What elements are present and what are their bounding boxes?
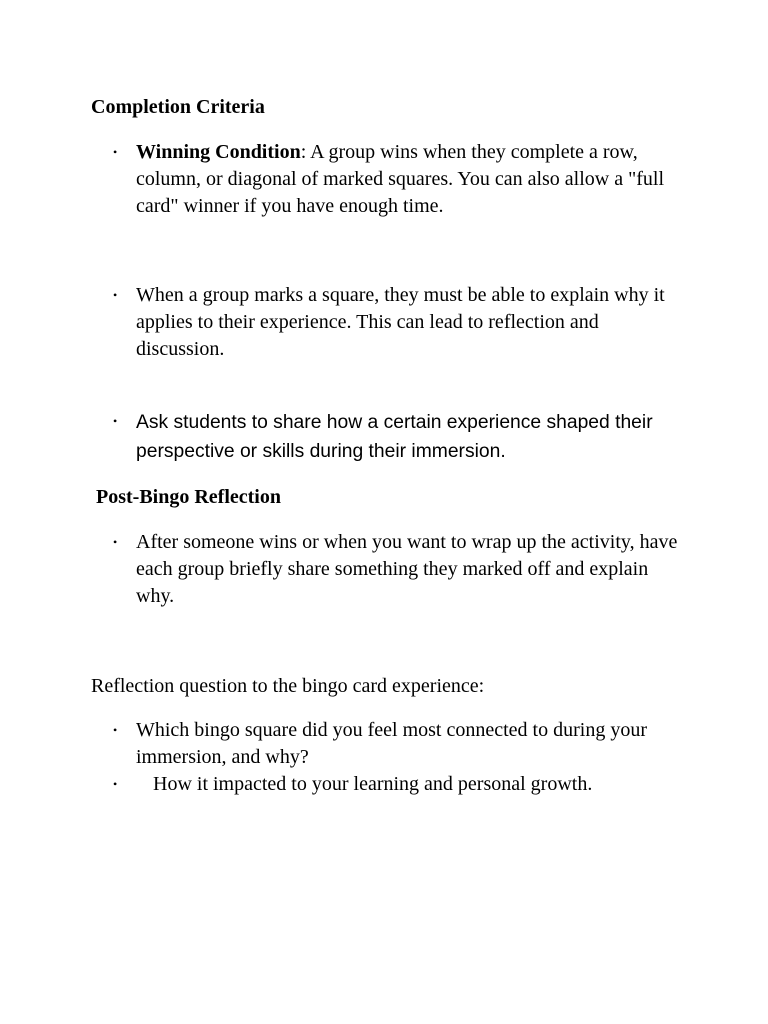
bullet-icon: • <box>113 723 118 737</box>
bingo-square-question-text: Which bingo square did you feel most connected to during your immersion, and why? <box>136 719 647 768</box>
completion-criteria-heading: Completion Criteria <box>91 96 265 118</box>
bullet-icon: • <box>113 777 118 791</box>
winning-condition-label: Winning Condition <box>136 141 301 163</box>
impact-growth-text: How it impacted to your learning and personal growth. <box>153 773 593 795</box>
bullet-icon: • <box>113 535 118 549</box>
share-experience-text: Ask students to share how a certain experience shaped their perspective or skills during their immersion. <box>136 412 653 462</box>
wrap-up-share-text: After someone wins or when you want to wrap up the activity, have each group briefly share something they marked off and explain why. <box>136 531 678 607</box>
winning-condition-description: : A group wins when they complete a row, column, or diagonal of marked squares. You can also allow a "full card" winner if you have enough time. <box>136 141 665 217</box>
bullet-icon: • <box>113 145 118 159</box>
mark-square-explain-text: When a group marks a square, they must be able to explain why it applies to their experience. This can lead to reflection and discussion. <box>136 284 665 360</box>
post-bingo-reflection-heading: Post-Bingo Reflection <box>96 486 281 508</box>
winning-condition-text <box>136 139 681 220</box>
bullet-icon: • <box>113 288 118 302</box>
bullet-icon: • <box>113 414 118 428</box>
reflection-question-intro: Reflection question to the bingo card experience: <box>91 675 485 697</box>
